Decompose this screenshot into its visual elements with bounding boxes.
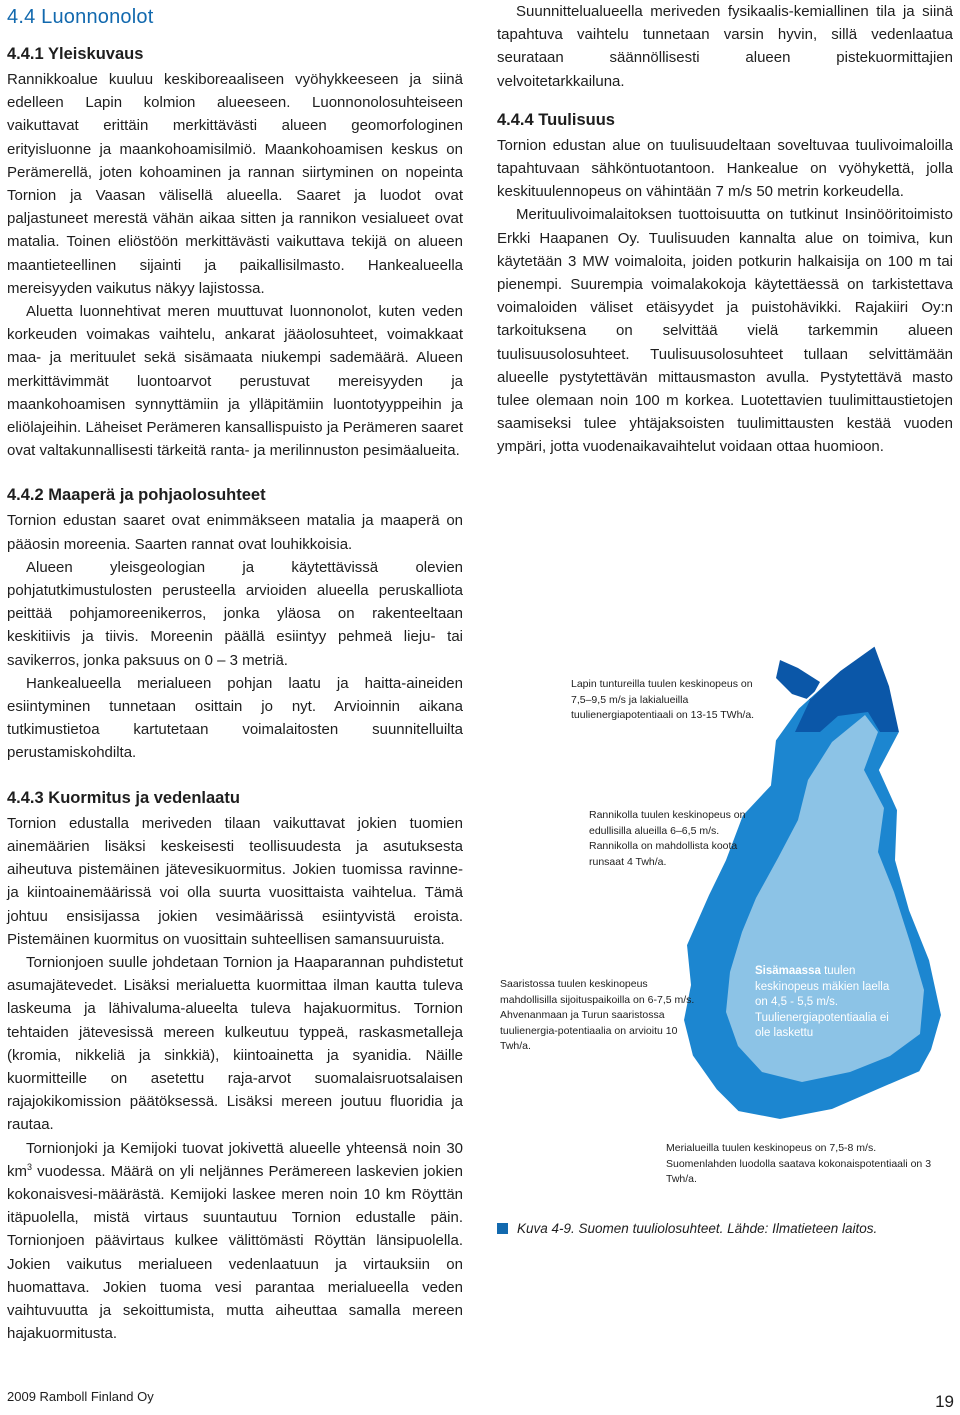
note-coast: Rannikolla tuulen keskinopeus on edullisilla alueilla 6–6,5 m/s. Rannikolla on mahdollista koota runsaat 4 Twh/a.	[589, 809, 746, 868]
paragraph: Tornion edustalla meriveden tilaan vaikuttavat jokien tuomien ainemäärien lisäksi keskeisesti teollisuudesta ja asutuksesta aiheutuva pistemäinen jätevesikuormitus. Jokien tuomissa ravinne- ja kiintoainemäärissä voi olla suurta vuosittaista vaihtelua. Tämä johtuu ensisijassa jokien vesimäärissä esiintyvistä eroista. Pistemäinen kuormitus on vuosittain suhteellisen samansuuruista.	[7, 814, 463, 948]
paragraph: Hankealueella merialueen pohjan laatu ja haitta-aineiden esiintyminen tunnetaan osittain jo nyt. Arvioinnin aikana tutkimustietoa kartutetaan voimalaitosten suunnitelluilta perustamiskohdilta.	[7, 674, 463, 762]
section-title: 4.4 Luonnonolot	[7, 6, 154, 28]
text-part: vuodessa. Määrä on yli neljännes Perämereen laskevien jokien kokonaisvesi-määrästä. Kemijoki laskee meren noin 10 km Röyttän itäpuolella, mistä virtaus suuntautuu Tornion edustalle päin. Tornionjoen päävirtaus kulkee välittömästi Röyttän länsipuolella. Jokien vaikutus merialueen vedenlaatuun ja virtauksiin on huomattava. Jokien tuoma vesi parantaa merialueella veden vaihtuvuutta ja sekoittumista, mutta aiheuttaa samalla mereen hajakuormitusta.	[7, 1162, 463, 1343]
note-sea: Merialueilla tuulen keskinopeus on 7,5-8 m/s. Suomenlahden luodolla saatava kokonaispotentiaali on 3 Twh/a.	[666, 1142, 932, 1185]
heading-tuulisuus: 4.4.4 Tuulisuus	[497, 110, 615, 129]
page-number: 19	[935, 1392, 954, 1411]
paragraph: Aluetta luonnehtivat meren muuttuvat luonnonolot, kuten veden korkeuden voimakas vaihtelu, ankarat jääolosuhteet, voimakkaat maa- ja merituulet sekä sisämaata niukempi sademäärä. Alueen merkittävimmät luontoarvot perustuvat mereisyyden ja maankohoamisen synnyttämiin ja ylläpitämiin luontotyyppeihin ja eliölajeihin. Läheiset Perämeren kansallispuisto ja Perämeren saaret ovat valtakunnallisesti tärkeitä ranta- ja merilinnuston pesimäalueita.	[7, 303, 463, 460]
heading-kuormitus: 4.4.3 Kuormitus ja vedenlaatu	[7, 788, 240, 807]
heading-maapera: 4.4.2 Maaperä ja pohjaolosuhteet	[7, 486, 266, 505]
note-inland	[755, 964, 900, 1042]
paragraph: Tornionjoen suulle johdetaan Tornion ja Haaparannan puhdistetut asumajätevedet. Lisäksi merialuetta kuormittaa ilman kautta tuleva laskeuma ja lähivaluma-alueelta tuleva hajakuormitus. Tornion tehtaiden jätevesissä mereen kulkeutuu typpeä, raskasmetalleja (kromia, nikkeliä ja sinkkiä), kiintoainetta ja syanidia. Näille kuormitteille on asetettu raja-arvot suomalaisruotsalaisen rajajokikomission päätöksessä. Lisäksi mereen joutuu fluoridia ja rautaa.	[7, 953, 463, 1134]
caption-square-icon	[497, 1223, 508, 1234]
right-column	[497, 0, 953, 459]
left-column	[7, 0, 463, 1345]
heading-yleiskuvaus: 4.4.1 Yleiskuvaus	[7, 45, 144, 63]
figure-caption	[497, 1221, 877, 1236]
paragraph: Tornion edustan saaret ovat enimmäkseen matalia ja maaperä on pääosin moreenia. Saarten rannat ovat louhikkoisia.	[7, 512, 463, 553]
paragraph: Merituulivoimalaitoksen tuottoisuutta on tutkinut Insinööritoimisto Erkki Haapanen Oy. Tuulisuuden kannalta alue on toimiva, kun käytetään 3 MW voimaloita, joiden potkurin halkaisija on 100 m tai pienempi. Suurempia voimalakokoja käytettäessä on tarkistettava voimaloiden väliset etäisyydet ja puistohävikki. Rajakiiri Oy:n tarkoituksena on selvittää vielä tarkemmin alueen tuulisuusolosuhteet. Tuulisuusolosuhteet tullaan selvittämään alueelle pystytettävän mittausmaston avulla. Pystytettävä masto tulee olemaan noin 100 m korkea. Luotettavien tuulimittaustietojen saamiseksi tulee yhtäjaksoisten tuulimittausten kestää vuoden ympäri, jotta vuodenaikavaihtelut voidaan ottaa huomioon.	[497, 206, 953, 456]
note-archipelago: Saaristossa tuulen keskinopeus mahdollisilla sijoituspaikoilla on 6-7,5 m/s. Ahvenanmaan ja Turun saaristossa tuulienergia-potentiaalia on arvioitu 10 Twh/a.	[500, 978, 695, 1052]
note-lapland: Lapin tuntureilla tuulen keskinopeus on 7,5–9,5 m/s ja lakialueilla tuulienergiapotentiaali on 13-15 TWh/a.	[571, 678, 755, 721]
paragraph: Suunnittelualueella meriveden fysikaalis-kemiallinen tila ja siinä tapahtuva vaihtelu tunnetaan varsin hyvin, sillä vedenlaatua seurataan säännöllisesti alueen pistekuormittajien velvoitetarkkailuna.	[497, 3, 953, 90]
footer-company: 2009 Ramboll Finland Oy	[7, 1389, 154, 1404]
note-inland-bold: Sisämaassa	[755, 965, 821, 977]
paragraph: Rannikkoalue kuuluu keskiboreaaliseen vyöhykkeeseen ja siinä edelleen Lapin kolmion alueeseen. Luonnonolosuhteiseen vaikuttavat erittäin merkittävästi alueen geomorfologinen erityisluonne ja maankohoamisilmiö. Maankohoamisen keskus on Perämerellä, joten kohoaminen ja rannan siirtyminen on nopeinta Tornion ja Vaasan välisellä alueella. Saaret ja luodot ovat paljastuneet merestä vähän aikaa sitten ja rannikon vesialueet ovat matalia. Toinen eliöstöön merkittävästi vaikuttava tekijä on alueen maantieteellinen sijainti ja paikallisilmasto. Hankealueella mereisyyden vaikutus näkyy lajistossa.	[7, 71, 463, 297]
paragraph: Alueen yleisgeologian ja käytettävissä olevien pohjatutkimustulosten perusteella arvioiden alueella peruskalliota peittää pohjamoreenikerros, jonka yläosa on rakenteeltaan keskitiivis ja tiivis. Moreenin päällä esiintyy pehmeä lieju- tai savikerros, jonka paksuus on 0 – 3 metriä.	[7, 558, 463, 669]
note-inland-text: tuulen keskinopeus mäkien laella on 4,5 - 5,5 m/s. Tuulienergiapotentiaalia ei ole laskettu	[755, 965, 890, 1039]
paragraph-flow	[7, 1137, 463, 1346]
superscript: 3	[27, 1161, 33, 1172]
text-part: Tornionjoki ja Kemijoki tuovat jokivettä alueelle yhteensä noin 30 km	[7, 1139, 463, 1180]
caption-text: Kuva 4-9. Suomen tuuliolosuhteet. Lähde: Ilmatieteen laitos.	[517, 1221, 878, 1236]
paragraph: Tornion edustan alue on tuulisuudeltaan soveltuvaa tuulivoimaloilla tapahtuvaan sähköntuotantoon. Hankealue on vyöhykettä, jolla keskituulennopeus on vähintään 7 m/s 50 metrin korkeudella.	[497, 136, 953, 201]
finland-wind-map	[480, 620, 960, 1220]
